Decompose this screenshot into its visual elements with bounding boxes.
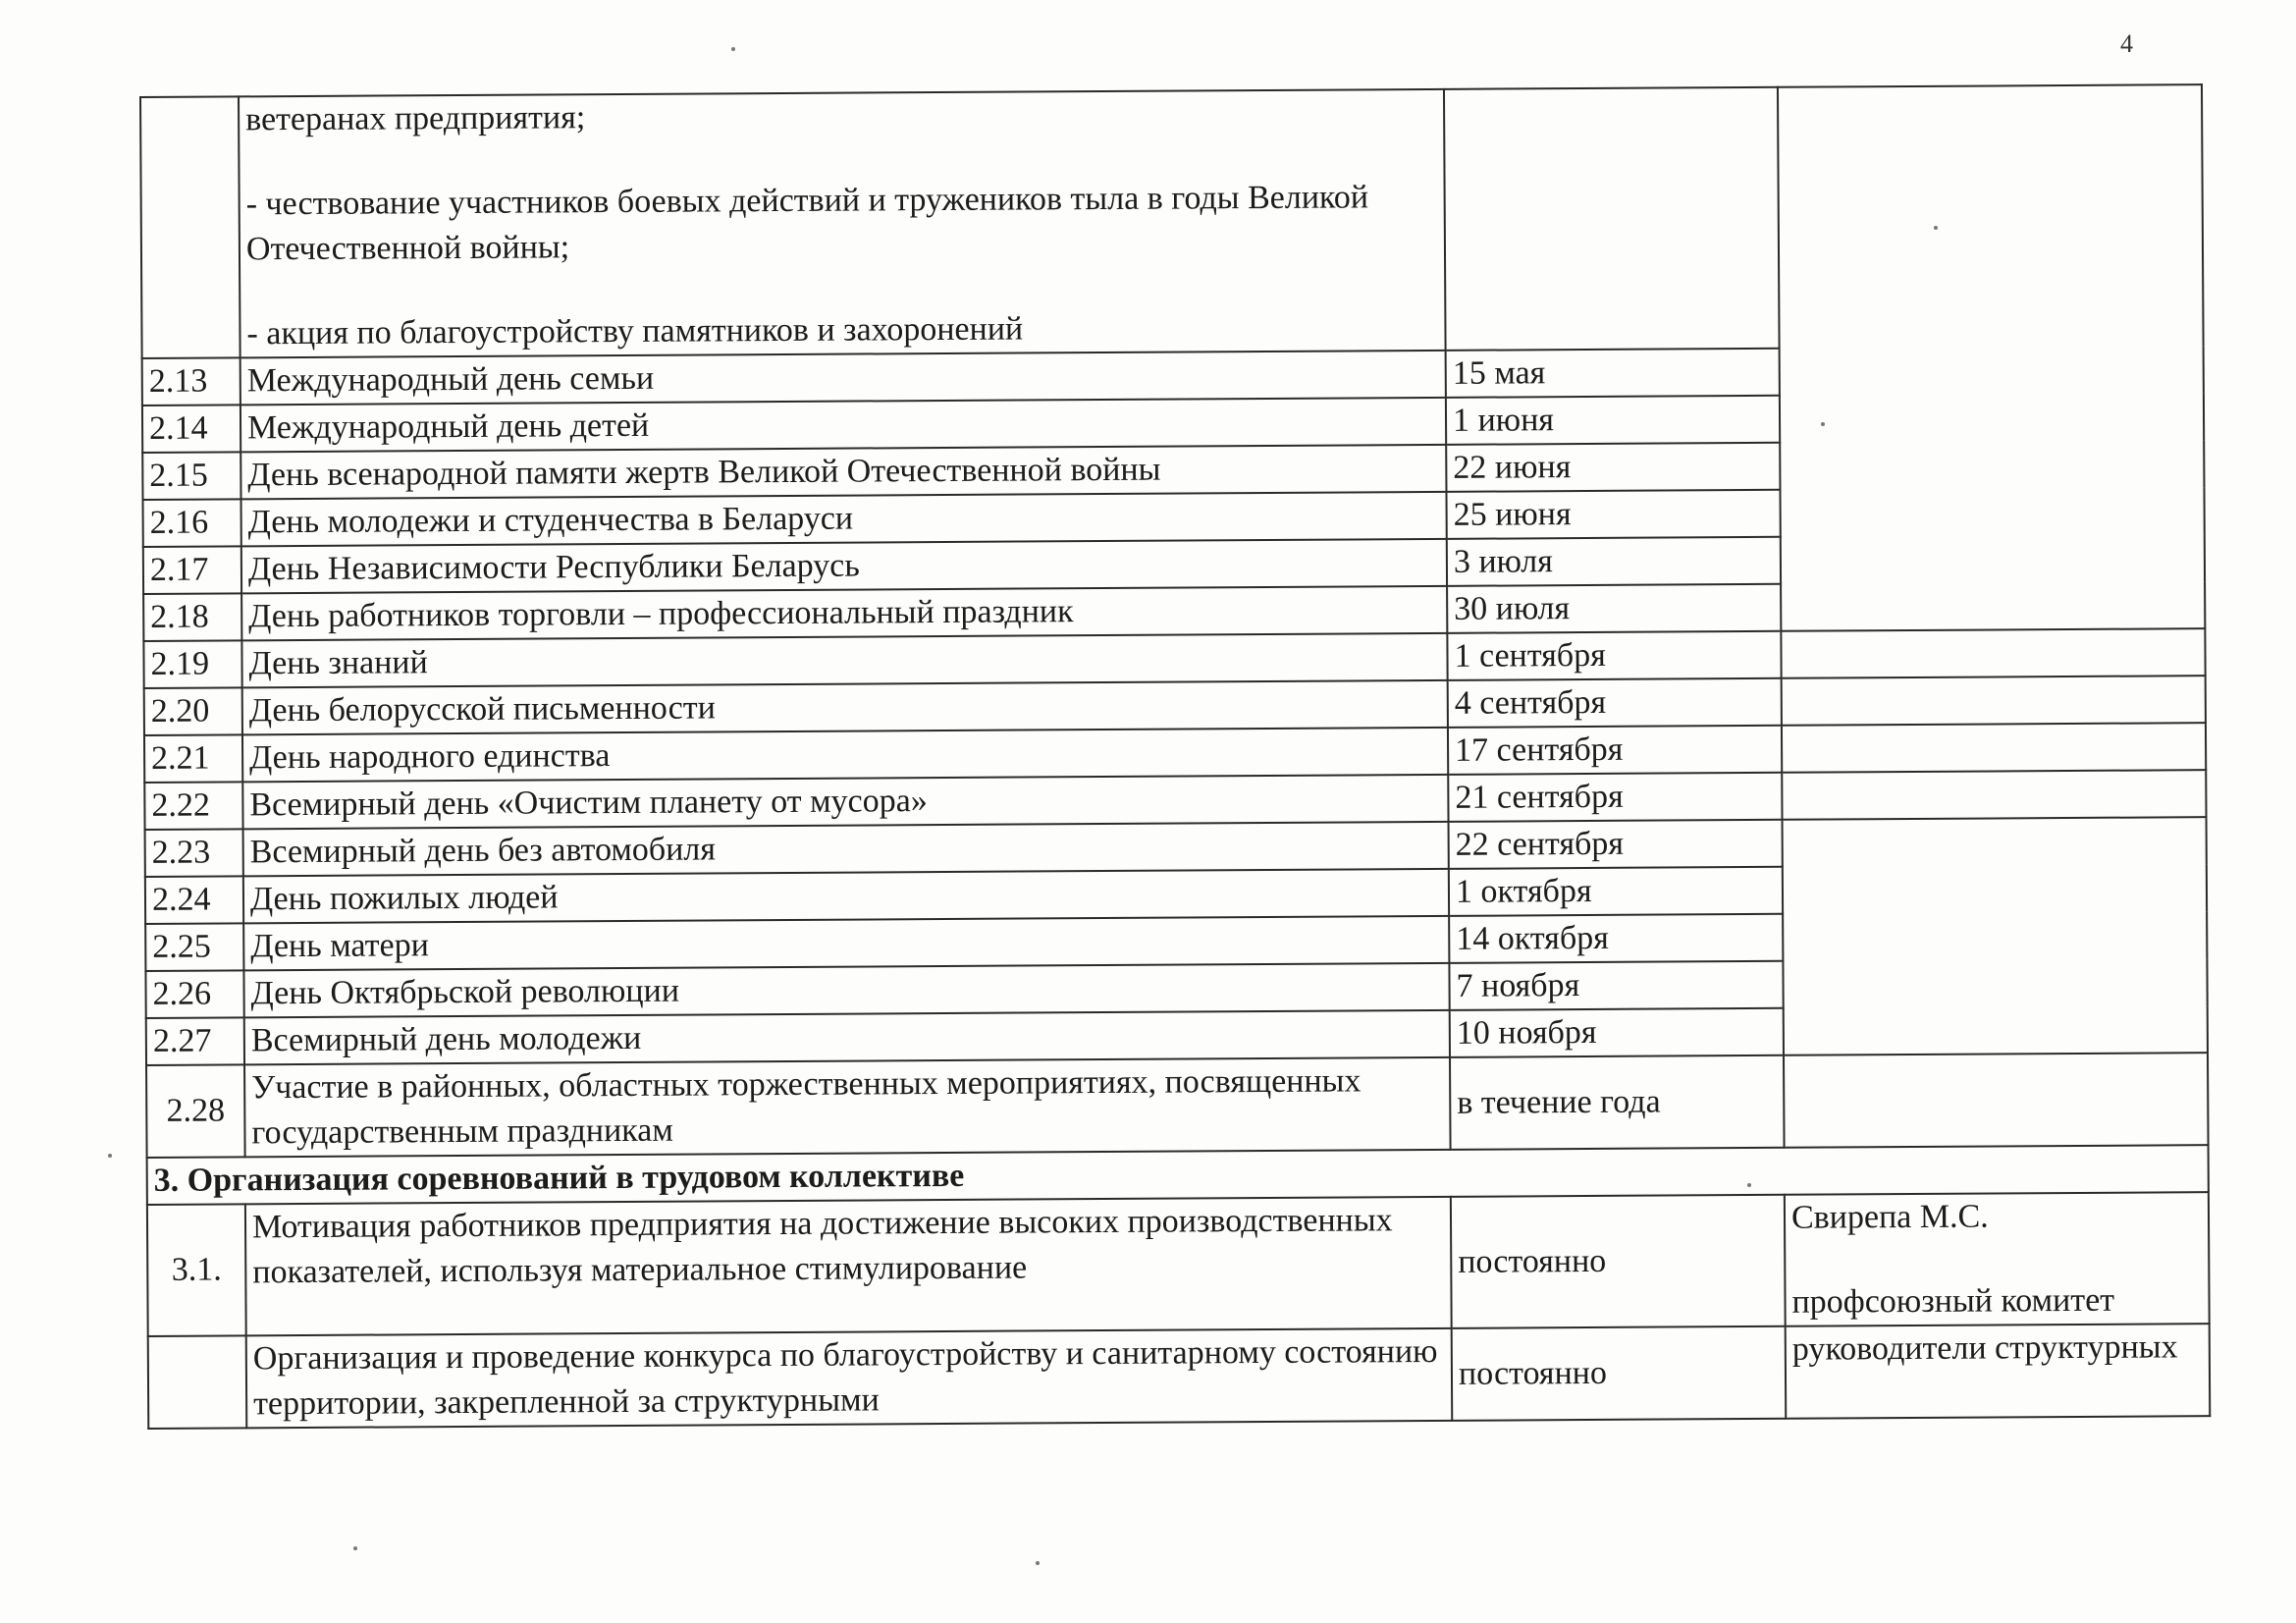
- page-number: 4: [2120, 29, 2133, 58]
- date-cell: постоянно: [1451, 1195, 1786, 1328]
- scan-speck: [108, 1154, 112, 1158]
- date-cell: 22 сентября: [1449, 820, 1783, 869]
- date-cell: постоянно: [1452, 1326, 1787, 1421]
- scan-speck: [353, 1546, 357, 1550]
- number-cell: [140, 96, 240, 358]
- event-cell: День молодежи и студенчества в Беларуси: [241, 492, 1447, 547]
- responsible-cell: [1782, 723, 2206, 773]
- scan-speck: [731, 47, 735, 51]
- event-cell: День Октябрьской революции: [243, 963, 1449, 1018]
- event-line: - акция по благоустройству памятников и захоронений: [246, 310, 1024, 352]
- date-cell: в течение года: [1450, 1055, 1785, 1150]
- date-cell: 3 июля: [1447, 537, 1781, 586]
- number-cell: 3.1.: [147, 1204, 246, 1336]
- scan-speck: [1934, 226, 1938, 230]
- event-cell: Всемирный день молодежи: [244, 1010, 1450, 1065]
- plan-table: [139, 83, 2211, 1430]
- event-cell: [239, 89, 1446, 357]
- date-cell: 1 октября: [1449, 867, 1783, 916]
- section-title: 3. Организация соревнований в трудовом коллективе: [147, 1145, 2209, 1205]
- number-cell: 2.17: [143, 546, 241, 594]
- number-cell: 2.15: [142, 452, 240, 500]
- number-cell: 2.16: [143, 499, 241, 547]
- responsible-cell: [1782, 770, 2206, 820]
- scan-speck: [1821, 422, 1825, 426]
- date-cell: 30 июля: [1447, 584, 1781, 633]
- table-row: [147, 1192, 2210, 1336]
- number-cell: 2.26: [145, 970, 243, 1018]
- number-cell: 2.20: [144, 687, 242, 735]
- responsible-cell: [1785, 1192, 2210, 1326]
- date-cell: 4 сентября: [1448, 678, 1782, 728]
- number-cell: 2.23: [145, 829, 243, 877]
- date-cell: [1444, 87, 1780, 351]
- event-cell: Участие в районных, областных торжественных мероприятиях, посвященных государственным праздникам: [244, 1057, 1451, 1157]
- date-cell: 7 ноября: [1449, 961, 1783, 1010]
- event-cell: Всемирный день без автомобиля: [243, 822, 1449, 877]
- date-cell: 15 мая: [1446, 349, 1780, 398]
- number-cell: 2.21: [144, 734, 242, 783]
- responsible-cell: руководители структурных: [1786, 1324, 2211, 1419]
- date-cell: 22 июня: [1446, 443, 1780, 492]
- event-cell: День матери: [243, 916, 1449, 971]
- date-cell: 1 сентября: [1447, 631, 1781, 680]
- continuation-row: [140, 84, 2204, 358]
- responsible-cell: [1784, 1053, 2209, 1148]
- responsible-line: профсоюзный комитет: [1791, 1281, 2115, 1321]
- event-cell: День пожилых людей: [243, 869, 1449, 924]
- date-cell: 10 ноября: [1450, 1008, 1784, 1057]
- number-cell: 2.27: [146, 1017, 244, 1065]
- date-cell: 14 октября: [1449, 914, 1783, 963]
- event-cell: День всенародной памяти жертв Великой Отечественной войны: [240, 445, 1446, 500]
- responsible-line: Свирепа М.С.: [1790, 1198, 1989, 1236]
- event-line: - чествование участников боевых действий и тружеников тыла в годы Великой Отечественной войны;: [245, 179, 1369, 268]
- table-row: [146, 1053, 2209, 1158]
- number-cell: 2.28: [146, 1064, 245, 1158]
- event-cell: День народного единства: [242, 728, 1448, 783]
- number-cell: 2.24: [145, 876, 243, 924]
- event-cell: День работников торговли – профессиональный праздник: [241, 586, 1447, 641]
- date-cell: 25 июня: [1446, 490, 1780, 539]
- responsible-cell: [1781, 628, 2205, 678]
- responsible-cell: [1783, 817, 2208, 1055]
- event-line: ветеранах предприятия;: [245, 99, 586, 138]
- number-cell: 2.22: [144, 782, 242, 830]
- event-cell: Международный день семьи: [240, 351, 1446, 406]
- event-cell: Международный день детей: [240, 398, 1446, 453]
- responsible-cell: [1778, 84, 2205, 631]
- scan-speck: [1036, 1561, 1040, 1565]
- event-cell: Организация и проведение конкурса по благоустройству и санитарному состоянию территории, закрепленной за структурными: [246, 1328, 1453, 1428]
- date-cell: 1 июня: [1446, 396, 1780, 445]
- number-cell: 2.25: [145, 923, 243, 971]
- number-cell: 2.13: [142, 357, 240, 406]
- number-cell: 2.18: [143, 593, 241, 641]
- event-cell: Всемирный день «Очистим планету от мусора»: [242, 775, 1448, 830]
- table-row: [148, 1324, 2211, 1429]
- date-cell: 21 сентября: [1448, 773, 1782, 822]
- number-cell: [148, 1335, 247, 1429]
- event-cell: Мотивация работников предприятия на достижение высоких производственных показателей, используя материальное стимулирование: [245, 1197, 1452, 1335]
- responsible-cell: [1782, 676, 2206, 726]
- number-cell: 2.14: [142, 405, 240, 453]
- event-cell: День белорусской письменности: [242, 680, 1448, 735]
- event-cell: День Независимости Республики Беларусь: [241, 539, 1447, 594]
- date-cell: 17 сентября: [1448, 726, 1782, 775]
- scan-speck: [1747, 1183, 1751, 1187]
- event-cell: День знаний: [241, 633, 1447, 688]
- number-cell: 2.19: [143, 640, 241, 688]
